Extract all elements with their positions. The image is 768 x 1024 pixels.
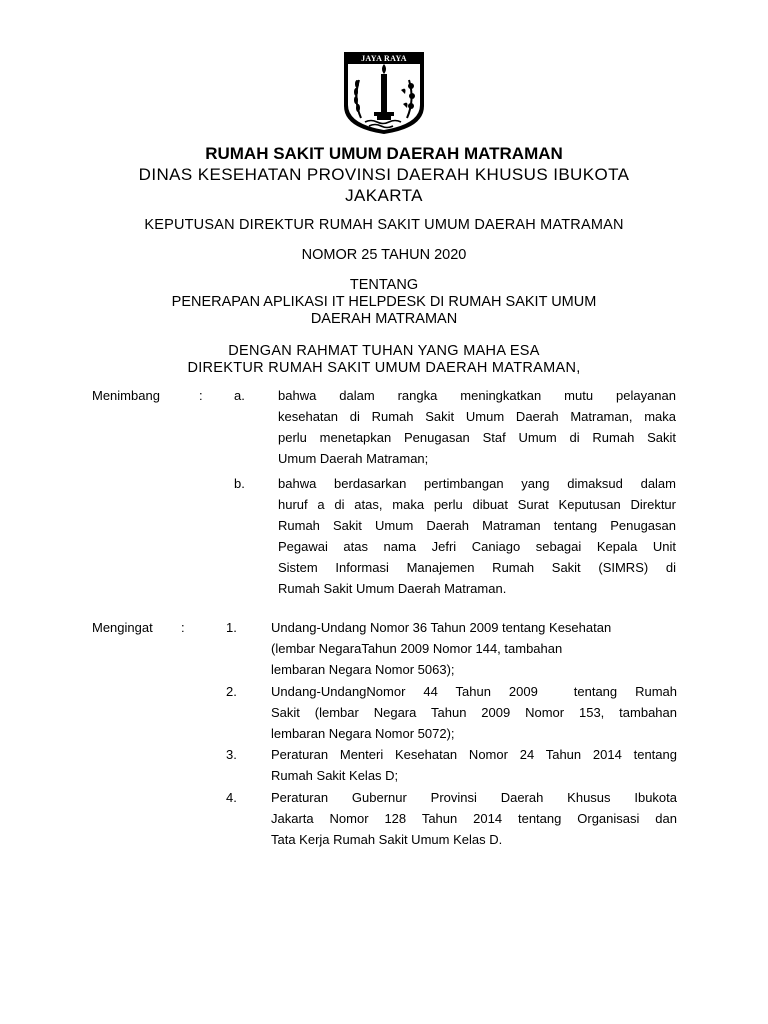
item-text	[271, 617, 677, 680]
emblem-motto: JAYA RAYA	[361, 54, 407, 63]
agency-name	[60, 164, 708, 206]
menimbang-colon: :	[199, 388, 203, 403]
item-text	[271, 681, 677, 744]
blessing-line-1: DENGAN RAHMAT TUHAN YANG MAHA ESA	[228, 343, 540, 359]
item-text	[271, 744, 677, 786]
item-marker: b.	[234, 476, 245, 491]
item-text	[278, 473, 676, 599]
text-line: bahwa berdasarkan pertimbangan yang dimaksud dalam	[278, 476, 676, 491]
text-line: bahwa dalam rangka meningkatkan mutu pelayanan	[278, 388, 676, 403]
hospital-name: RUMAH SAKIT UMUM DAERAH MATRAMAN	[205, 144, 563, 163]
mengingat-colon: :	[181, 620, 185, 635]
menimbang-label: Menimbang	[92, 388, 160, 403]
blessing-line-2: DIREKTUR RUMAH SAKIT UMUM DAERAH MATRAMAN,	[187, 360, 581, 376]
text-line: kesehatan di Rumah Sakit Umum Daerah Matraman, maka	[278, 409, 676, 424]
text-line: Umum Daerah Matraman;	[278, 451, 429, 466]
item-marker: 1.	[226, 620, 237, 635]
text-line: (lembar NegaraTahun 2009 Nomor 144, tambahan	[271, 641, 563, 656]
text-line: huruf a di atas, maka perlu dibuat Surat Keputusan Direktur	[278, 497, 676, 512]
text-line: Rumah Sakit Umum Daerah Matraman tentang Penugasan	[278, 518, 676, 533]
text-line: perlu menetapkan Penugasan Staf Umum di Rumah Sakit	[278, 430, 676, 445]
text-line: lembaran Negara Nomor 5063);	[271, 662, 455, 677]
item-marker: 3.	[226, 747, 237, 762]
text-line: Undang-Undang Nomor 36 Tahun 2009 tentang Kesehatan	[271, 620, 612, 635]
text-line: Sakit (lembar Negara Tahun 2009 Nomor 153, tambahan	[271, 705, 677, 720]
text-line: lembaran Negara Nomor 5072);	[271, 726, 455, 741]
item-marker: a.	[234, 388, 245, 403]
agency-line-1: DINAS KESEHATAN PROVINSI DAERAH KHUSUS IBUKOTA	[138, 165, 630, 184]
item-text	[278, 385, 676, 469]
text-line: Peraturan Gubernur Provinsi Daerah Khusus Ibukota	[271, 790, 677, 805]
text-line: Pegawai atas nama Jefri Caniago sebagai Kepala Unit	[278, 539, 676, 554]
text-line: Sistem Informasi Manajemen Rumah Sakit (SIMRS) di	[278, 560, 676, 575]
text-line: Peraturan Menteri Kesehatan Nomor 24 Tahun 2014 tentang	[271, 747, 677, 762]
decree-title: KEPUTUSAN DIREKTUR RUMAH SAKIT UMUM DAERAH MATRAMAN	[144, 217, 624, 233]
decree-number: NOMOR 25 TAHUN 2020	[301, 247, 467, 263]
text-line: Rumah Sakit Kelas D;	[271, 768, 399, 783]
item-text	[271, 787, 677, 850]
subject-line-2: DAERAH MATRAMAN	[310, 311, 458, 327]
about-label: TENTANG	[349, 277, 419, 293]
blessing	[60, 343, 708, 377]
item-marker: 2.	[226, 684, 237, 699]
decree-subject	[60, 277, 708, 328]
item-marker: 4.	[226, 790, 237, 805]
text-line: Rumah Sakit Umum Daerah Matraman.	[278, 581, 507, 596]
agency-line-2: JAKARTA	[345, 186, 423, 205]
subject-line-1: PENERAPAN APLIKASI IT HELPDESK DI RUMAH SAKIT UMUM	[171, 294, 597, 310]
text-line: Jakarta Nomor 128 Tahun 2014 tentang Organisasi dan	[271, 811, 677, 826]
jakarta-emblem	[341, 50, 427, 136]
text-line: Undang-UndangNomor 44 Tahun 2009 tentang Rumah	[271, 684, 677, 699]
mengingat-label: Mengingat	[92, 620, 153, 635]
text-line: Tata Kerja Rumah Sakit Umum Kelas D.	[271, 832, 503, 847]
